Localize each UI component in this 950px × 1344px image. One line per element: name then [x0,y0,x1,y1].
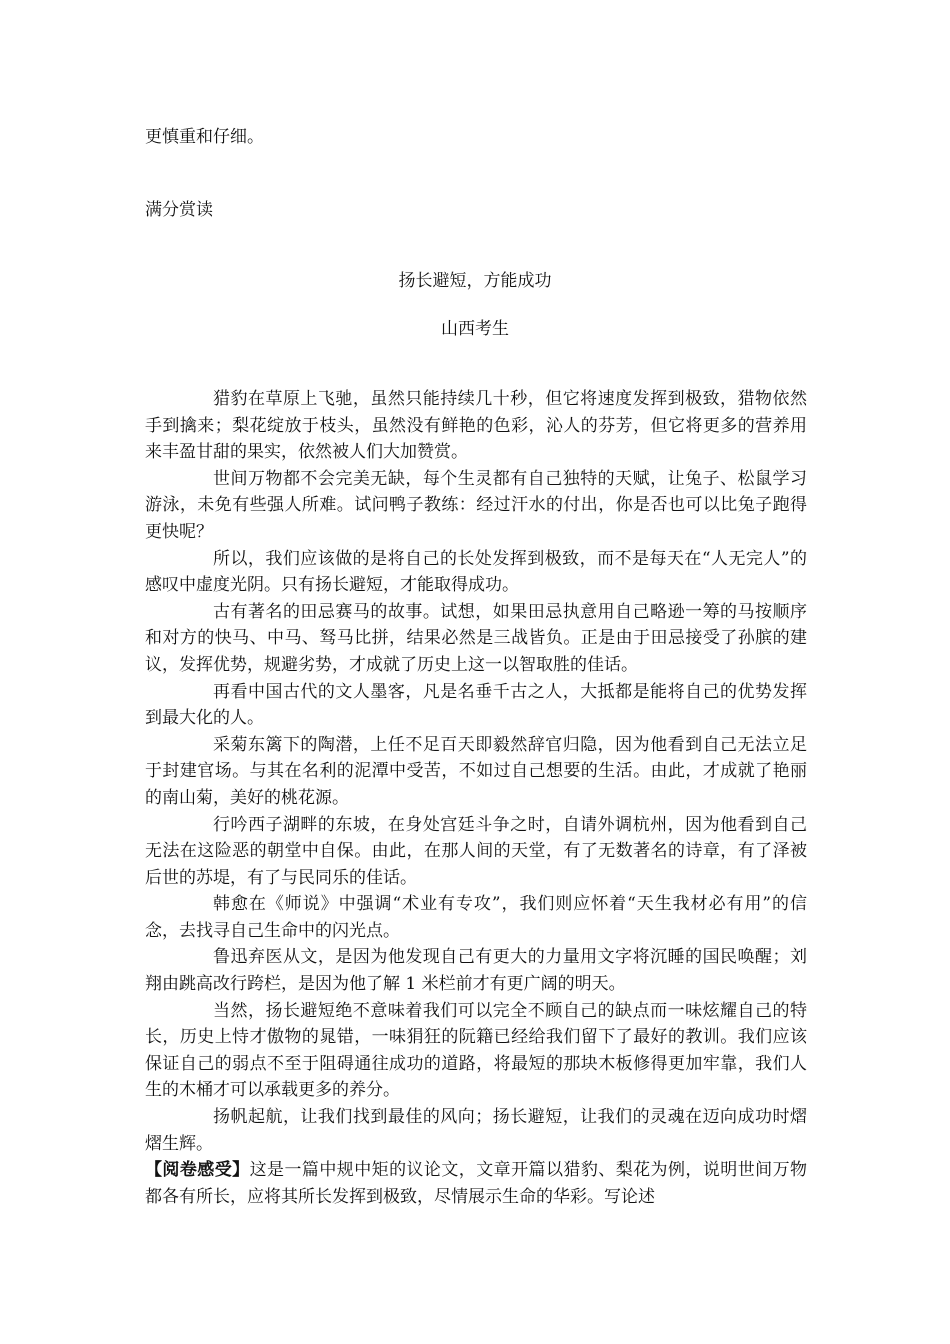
essay-paragraph: 世间万物都不会完美无缺，每个生灵都有自己独特的天赋，让兔子、松鼠学习游泳，未免有些强人所难。试问鸭子教练：经过汗水的付出，你是否也可以比兔子跑得更快呢？ [145,468,807,542]
section-heading: 满分赏读 [145,200,213,220]
essay-paragraph: 行吟西子湖畔的东坡，在身处宫廷斗争之时，自请外调杭州，因为他看到自己无法在这险恶的朝堂中自保。由此，在那人间的天堂，有了无数著名的诗章，有了泽被后世的苏堤，有了与民同乐的佳话。 [145,814,807,888]
essay-body [145,386,807,1157]
review-text: 这是一篇中规中矩的议论文，文章开篇以猎豹、梨花为例，说明世间万物都各有所长，应将其所长发挥到极致，尽情展示生命的华彩。写论述 [145,1160,808,1207]
review-comment [145,1157,807,1210]
essay-paragraph: 古有著名的田忌赛马的故事。试想，如果田忌执意用自己略逊一筹的马按顺序和对方的快马、中马、驽马比拼，结果必然是三战皆负。正是由于田忌接受了孙膑的建议，发挥优势，规避劣势，才成就了历史上这一以智取胜的佳话。 [145,601,807,675]
essay-author: 山西考生 [441,319,509,339]
top-fragment: 更慎重和仔细。 [145,127,264,147]
essay-paragraph: 韩愈在《师说》中强调“术业有专攻”，我们则应怀着“天生我材必有用”的信念，去找寻自己生命中的闪光点。 [145,894,807,941]
essay-title: 扬长避短，方能成功 [398,271,552,291]
essay-paragraph: 扬帆起航，让我们找到最佳的风向；扬长避短，让我们的灵魂在迈向成功时熠熠生辉。 [145,1107,807,1154]
essay-paragraph: 所以，我们应该做的是将自己的长处发挥到极致，而不是每天在“人无完人”的感叹中虚度光阴。只有扬长避短，才能取得成功。 [145,548,807,596]
essay-paragraph: 鲁迅弃医从文，是因为他发现自己有更大的力量用文字将沉睡的国民唤醒；刘翔由跳高改行跨栏，是因为他了解 1 米栏前才有更广阔的明天。 [145,947,807,995]
essay-paragraph: 猎豹在草原上飞驰，虽然只能持续几十秒，但它将速度发挥到极致，猎物依然手到擒来；梨花绽放于枝头，虽然没有鲜艳的色彩，沁人的芬芳，但它将更多的营养用来丰盈甘甜的果实，依然被人们大加赞赏。 [145,389,807,463]
essay-paragraph: 当然，扬长避短绝不意味着我们可以完全不顾自己的缺点而一味炫耀自己的特长，历史上恃才傲物的晁错，一味狷狂的阮籍已经给我们留下了最好的教训。我们应该保证自己的弱点不至于阻碍通往成功的道路，将最短的那块木板修得更加牢靠，我们人生的木桶才可以承载更多的养分。 [145,1000,807,1101]
essay-paragraph: 再看中国古代的文人墨客，凡是名垂千古之人，大抵都是能将自己的优势发挥到最大化的人。 [145,681,807,729]
essay-paragraph: 采菊东篱下的陶潜，上任不足百天即毅然辞官归隐，因为他看到自己无法立足于封建官场。与其在名利的泥潭中受苦，不如过自己想要的生活。由此，才成就了艳丽的南山菊，美好的桃花源。 [145,734,807,808]
review-label: 【阅卷感受】 [145,1160,250,1180]
